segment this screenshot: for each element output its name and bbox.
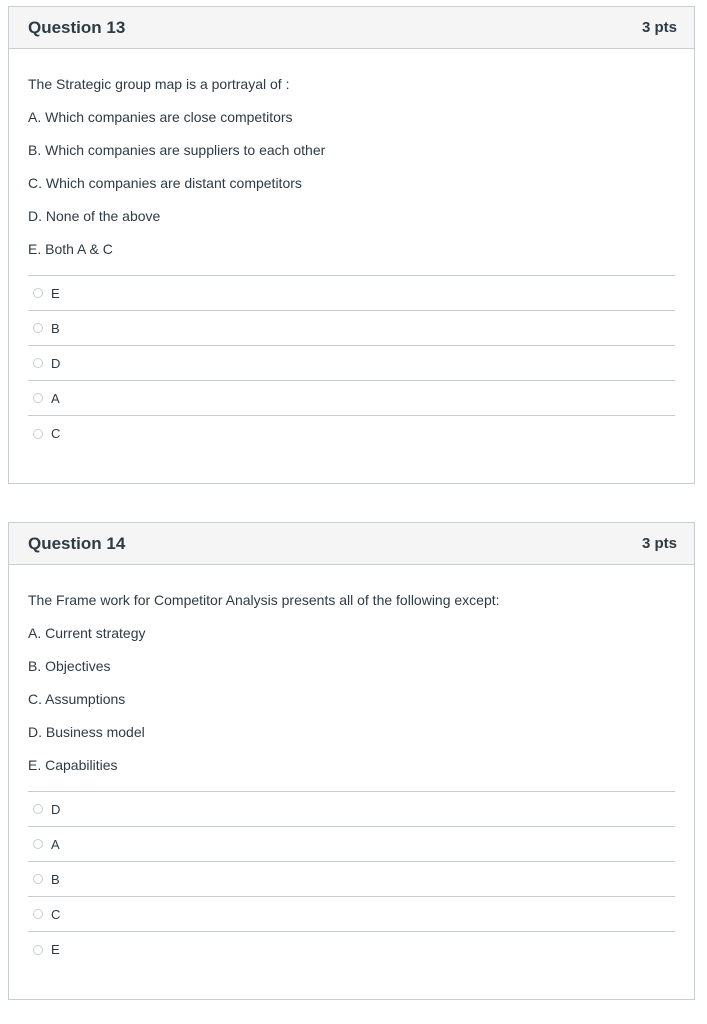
radio-button[interactable] [33, 429, 43, 439]
answer-label: A [51, 836, 60, 852]
option-text-c: C. Which companies are distant competitors [28, 175, 302, 191]
radio-button[interactable] [33, 839, 43, 849]
radio-button[interactable] [33, 358, 43, 368]
answer-label: C [51, 426, 61, 441]
option-text-b: B. Which companies are suppliers to each other [28, 142, 326, 158]
question-prompt: The Strategic group map is a portrayal of : [28, 76, 290, 92]
question-points: 3 pts [641, 535, 677, 552]
option-text-e: E. Capabilities [28, 757, 118, 773]
radio-button[interactable] [33, 323, 43, 333]
answer-list [28, 791, 675, 967]
question-13-card [8, 6, 695, 484]
answer-option[interactable] [28, 792, 675, 827]
answer-option[interactable] [28, 932, 675, 967]
answer-option[interactable] [28, 897, 675, 932]
option-text-c: C. Assumptions [28, 691, 126, 707]
answer-label: E [51, 942, 60, 957]
question-body [9, 49, 694, 451]
radio-button[interactable] [33, 909, 43, 919]
answer-option[interactable] [28, 311, 675, 346]
answer-option[interactable] [28, 346, 675, 381]
answer-label: D [51, 801, 61, 817]
option-text-e: E. Both A & C [28, 241, 113, 257]
radio-button[interactable] [33, 945, 43, 955]
answer-option[interactable] [28, 827, 675, 862]
question-prompt: The Frame work for Competitor Analysis presents all of the following except: [28, 592, 500, 608]
answer-option[interactable] [28, 416, 675, 451]
question-text [28, 76, 675, 257]
radio-button[interactable] [33, 393, 43, 403]
option-text-a: A. Current strategy [28, 625, 146, 641]
option-text-b: B. Objectives [28, 658, 111, 674]
radio-button[interactable] [33, 804, 43, 814]
answer-label: B [51, 320, 60, 336]
question-title: Question 14 [28, 533, 126, 553]
option-text-d: D. Business model [28, 724, 145, 740]
question-text [28, 592, 675, 773]
option-text-a: A. Which companies are close competitors [28, 109, 293, 125]
question-header [9, 523, 694, 565]
answer-label: A [51, 390, 60, 406]
question-title: Question 13 [28, 17, 126, 37]
answer-label: E [51, 285, 60, 301]
question-body [9, 565, 694, 967]
answer-label: B [51, 871, 60, 887]
question-header [9, 7, 694, 49]
answer-label: C [51, 906, 61, 922]
radio-button[interactable] [33, 288, 43, 298]
answer-option[interactable] [28, 862, 675, 897]
radio-button[interactable] [33, 874, 43, 884]
answer-option[interactable] [28, 381, 675, 416]
question-14-card [8, 522, 695, 1000]
answer-list [28, 275, 675, 451]
answer-option[interactable] [28, 276, 675, 311]
option-text-d: D. None of the above [28, 208, 161, 224]
question-points: 3 pts [641, 19, 677, 36]
answer-label: D [51, 355, 61, 371]
